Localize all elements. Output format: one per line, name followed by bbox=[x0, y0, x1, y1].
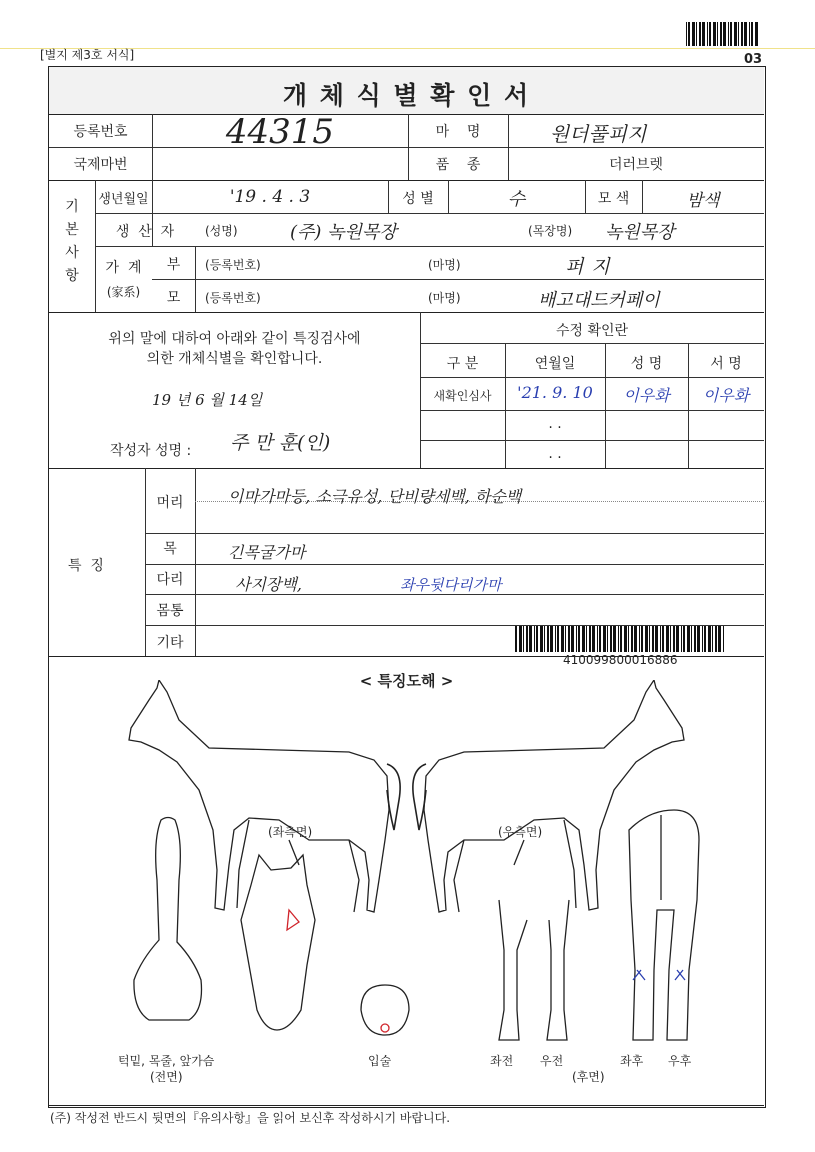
barcode-bar bbox=[662, 626, 664, 652]
writer-value: 주 만 훈(인) bbox=[230, 432, 331, 454]
barcode-bar bbox=[751, 22, 753, 46]
feature-legs-value-blue: 좌우뒷다리가마 bbox=[400, 576, 502, 594]
right-side-label: (우측면) bbox=[498, 825, 543, 839]
barcode-bar bbox=[610, 626, 612, 652]
barcode-bar bbox=[688, 22, 690, 46]
barcode-bar bbox=[755, 22, 758, 46]
dob-label: 생년월일 bbox=[98, 192, 149, 207]
barcode-number: 410099800016886 bbox=[563, 653, 678, 667]
rear-label: (후면) bbox=[572, 1070, 605, 1084]
revision-row-1-date: '21. 9. 10 bbox=[517, 383, 593, 402]
barcode-bar bbox=[744, 22, 747, 46]
barcode-bar bbox=[603, 626, 606, 652]
breed-value: 더러브렛 bbox=[608, 157, 664, 173]
barcode-bar bbox=[540, 626, 543, 652]
barcode-bar bbox=[670, 626, 671, 652]
feature-legs-value: 사지장백, bbox=[235, 575, 302, 594]
barcode-bar bbox=[568, 626, 570, 652]
barcode-bar bbox=[586, 626, 587, 652]
dob-value: '19 . 4 . 3 bbox=[229, 187, 311, 207]
breeder-name-tag: (성명) bbox=[205, 224, 238, 238]
page-number: 03 bbox=[744, 52, 763, 67]
front-label: (전면) bbox=[150, 1070, 183, 1084]
revision-header-type: 구 분 bbox=[446, 356, 479, 372]
barcode-bar bbox=[728, 22, 729, 46]
barcode-bar bbox=[723, 22, 726, 46]
barcode-bar bbox=[631, 626, 633, 652]
barcode-bar bbox=[628, 626, 629, 652]
horse-head-front bbox=[241, 855, 315, 1030]
feature-legs-label: 다리 bbox=[156, 572, 184, 588]
barcode-bar bbox=[536, 626, 538, 652]
color-label: 모 색 bbox=[597, 191, 630, 207]
barcode-bar bbox=[526, 626, 528, 652]
sire-label: 부 bbox=[166, 257, 181, 273]
horse-front-neck bbox=[134, 818, 202, 1021]
barcode-bar bbox=[634, 626, 637, 652]
barcode-bar bbox=[557, 626, 559, 652]
diagram-title: < 특징도해 > bbox=[359, 672, 454, 690]
color-value: 밤색 bbox=[686, 191, 720, 211]
barcode-bar bbox=[691, 626, 692, 652]
barcode-bar bbox=[618, 626, 619, 652]
features-section-label: 특 징 bbox=[68, 558, 104, 574]
barcode-bar bbox=[613, 626, 616, 652]
barcode-bar bbox=[713, 22, 716, 46]
barcode-bar bbox=[697, 626, 700, 652]
feature-neck-label: 목 bbox=[163, 541, 177, 557]
revision-header-date: 연월일 bbox=[534, 356, 576, 372]
form-label: [별지 제3호 서식] bbox=[40, 48, 135, 62]
barcode-bar bbox=[702, 626, 703, 652]
reg-no-value: 44315 bbox=[225, 112, 335, 152]
revision-row-1-name: 이우화 bbox=[623, 386, 670, 405]
footer-note: (주) 작성전 반드시 뒷면의『유의사항』을 읽어 보신후 작성하시기 바랍니다. bbox=[50, 1111, 451, 1125]
barcode-bar bbox=[730, 22, 732, 46]
horse-left-side bbox=[129, 680, 400, 912]
barcode-bar bbox=[571, 626, 574, 652]
barcode-bar bbox=[544, 626, 545, 652]
barcode-bar bbox=[723, 626, 724, 652]
barcode-bar bbox=[649, 626, 650, 652]
barcode-bar bbox=[692, 22, 695, 46]
barcode-bar bbox=[652, 626, 654, 652]
intl-no-label: 국제마번 bbox=[73, 157, 128, 173]
feature-head-label: 머리 bbox=[156, 495, 184, 511]
top-barcode bbox=[686, 22, 762, 46]
dam-reg-tag: (등록번호) bbox=[205, 291, 261, 305]
basic-section-label: 기 본 사 항 bbox=[65, 199, 79, 284]
barcode-bar bbox=[592, 626, 595, 652]
barcode-bar bbox=[738, 22, 739, 46]
barcode-bar bbox=[645, 626, 648, 652]
breeder-label: 생 산 자 bbox=[115, 224, 175, 240]
front-caption: 턱밑, 목줄, 앞가슴 bbox=[118, 1054, 215, 1068]
barcode-bar bbox=[681, 626, 682, 652]
barcode-bar bbox=[741, 22, 743, 46]
barcode-bar bbox=[576, 626, 577, 652]
left-fore-label: 좌전 bbox=[490, 1054, 514, 1068]
pedigree-label: 가 계 (家系) bbox=[105, 260, 142, 299]
revision-title: 수정 확인란 bbox=[555, 323, 629, 339]
left-hind-label: 좌후 bbox=[620, 1054, 644, 1068]
feature-neck-value: 긴목굴가마 bbox=[228, 543, 306, 562]
breeder-name-value: (주) 녹원목장 bbox=[290, 222, 397, 243]
breed-label: 품 종 bbox=[435, 157, 481, 173]
horse-rear bbox=[629, 810, 699, 1040]
barcode-bar bbox=[624, 626, 627, 652]
barcode-bar bbox=[550, 626, 553, 652]
sex-value: 수 bbox=[507, 189, 526, 210]
sex-label: 성 별 bbox=[402, 191, 434, 207]
barcode-bar bbox=[696, 22, 697, 46]
barcode-bar bbox=[599, 626, 601, 652]
barcode-bar bbox=[597, 626, 598, 652]
barcode-bar bbox=[708, 626, 711, 652]
feature-head-value: 이마가마등, 소극유성, 단비량세백, 하순백 bbox=[228, 487, 522, 506]
barcode-bar bbox=[749, 22, 750, 46]
barcode-bar bbox=[707, 22, 708, 46]
barcode-bar bbox=[715, 626, 717, 652]
barcode-bar bbox=[676, 626, 679, 652]
barcode-bar bbox=[565, 626, 566, 652]
confirm-statement-2: 의한 개체식별을 확인합니다. bbox=[146, 351, 323, 367]
barcode-bar bbox=[620, 626, 622, 652]
revision-header-name: 성 명 bbox=[630, 356, 663, 372]
barcode-bar bbox=[660, 626, 661, 652]
revision-row-1-sign: 이우화 bbox=[702, 386, 750, 405]
reg-no-label: 등록번호 bbox=[73, 124, 128, 140]
barcode-bar bbox=[704, 626, 706, 652]
barcode-bar bbox=[687, 626, 690, 652]
dam-name: 배고대드커페이 bbox=[538, 290, 660, 311]
barcode-bar bbox=[515, 626, 517, 652]
sire-name-tag: (마명) bbox=[428, 258, 461, 272]
barcode-bar bbox=[673, 626, 675, 652]
writer-label: 작성자 성명 : bbox=[110, 443, 192, 459]
barcode-bar bbox=[702, 22, 705, 46]
barcode-bar bbox=[655, 626, 658, 652]
barcode-bar bbox=[589, 626, 591, 652]
barcode-bar bbox=[699, 22, 701, 46]
horse-diagram bbox=[49, 680, 764, 1090]
barcode-bar bbox=[547, 626, 549, 652]
left-side-label: (좌측면) bbox=[268, 825, 313, 839]
confirm-statement-1: 위의 말에 대하여 아래와 같이 특징검사에 bbox=[108, 331, 361, 347]
barcode-bar bbox=[666, 626, 669, 652]
barcode-bar bbox=[718, 626, 721, 652]
barcode-bar bbox=[555, 626, 556, 652]
right-hind-label: 우후 bbox=[668, 1054, 692, 1068]
barcode-bar bbox=[639, 626, 640, 652]
horse-front-legs bbox=[499, 900, 569, 1040]
barcode-bar bbox=[561, 626, 564, 652]
feature-other-label: 기타 bbox=[156, 635, 184, 651]
horse-name-label: 마 명 bbox=[435, 124, 481, 140]
barcode-bar bbox=[582, 626, 585, 652]
barcode-bar bbox=[607, 626, 608, 652]
revision-row-1-type: 새확인심사 bbox=[433, 389, 492, 403]
barcode-bar bbox=[717, 22, 718, 46]
confirm-date: 19 년 6 월 14일 bbox=[152, 391, 263, 409]
barcode-bar bbox=[720, 22, 722, 46]
barcode-bar bbox=[694, 626, 696, 652]
form-title: 개 체 식 별 확 인 서 bbox=[282, 81, 531, 110]
horse-right-side bbox=[413, 680, 684, 912]
sire-reg-tag: (등록번호) bbox=[205, 258, 261, 272]
barcode-bar bbox=[529, 626, 532, 652]
dam-name-tag: (마명) bbox=[428, 291, 461, 305]
barcode-bar bbox=[519, 626, 522, 652]
horse-muzzle bbox=[361, 985, 409, 1035]
barcode-bar bbox=[641, 626, 643, 652]
barcode-bar bbox=[686, 22, 687, 46]
farm-tag: (목장명) bbox=[528, 224, 573, 238]
dam-label: 모 bbox=[166, 290, 181, 306]
barcode-bar bbox=[712, 626, 713, 652]
lips-label: 입술 bbox=[368, 1054, 392, 1068]
sire-name: 퍼지 bbox=[565, 256, 618, 278]
features-barcode bbox=[515, 626, 729, 652]
barcode-bar bbox=[534, 626, 535, 652]
barcode-bar bbox=[683, 626, 685, 652]
barcode-bar bbox=[523, 626, 524, 652]
barcode-bar bbox=[734, 22, 737, 46]
feature-body-label: 몸통 bbox=[156, 603, 184, 619]
right-fore-label: 우전 bbox=[540, 1054, 564, 1068]
barcode-bar bbox=[709, 22, 711, 46]
barcode-bar bbox=[578, 626, 580, 652]
revision-header-sign: 서 명 bbox=[710, 356, 742, 372]
farm-value: 녹원목장 bbox=[605, 222, 675, 243]
horse-name-value: 원더풀피지 bbox=[549, 122, 647, 146]
revision-row-2-date: . . bbox=[548, 416, 562, 432]
revision-row-3-date: . . bbox=[548, 446, 562, 462]
